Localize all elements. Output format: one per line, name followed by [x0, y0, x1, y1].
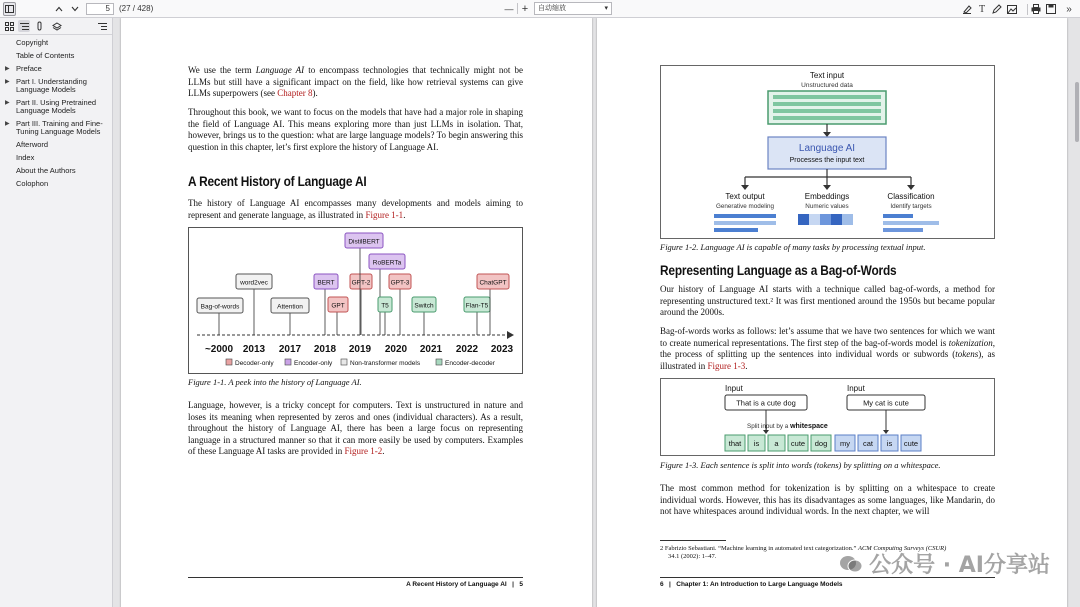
page-number-input[interactable]: 5	[86, 3, 114, 15]
footnote-2: 2 Fabrizio Sebastiani. “Machine learning in automated text categorization.” ACM Computing Surveys (CSUR) 34.1 (2002): 1–47.	[660, 545, 947, 560]
outline-item-label: Preface	[16, 64, 42, 73]
split-caption: Split input by a whitespace	[747, 423, 828, 430]
zoom-in-button[interactable]: +	[521, 3, 529, 15]
text-line	[773, 116, 881, 120]
output-title-3: Classification	[887, 192, 935, 201]
year-label: 2020	[384, 344, 408, 355]
legend-swatch	[436, 359, 442, 365]
sentence-1: That is a cute dog	[736, 398, 796, 408]
model-label: T5	[381, 302, 389, 310]
draw-icon[interactable]	[991, 2, 1003, 16]
outline-item-label: Part III. Training and Fine-Tuning Language Models	[16, 119, 103, 136]
text-tool-icon[interactable]: T	[978, 3, 986, 15]
zoom-select[interactable]	[534, 2, 612, 15]
page-footer: 6 | Chapter 1: An Introduction to Large Language Models	[660, 581, 843, 588]
arrow-head	[823, 185, 831, 190]
embedding-cell	[831, 214, 842, 225]
fig2-center-subtitle: Processes the input text	[789, 157, 865, 164]
outline-item[interactable]	[0, 120, 112, 136]
zoom-out-button[interactable]: —	[504, 4, 514, 14]
token-label: that	[728, 439, 742, 448]
page-6	[597, 18, 1067, 607]
watermark	[839, 548, 1050, 579]
image-icon[interactable]	[1006, 2, 1018, 16]
paragraph-4: Language, however, is a tricky concept for computers. Text is unstructured in nature and loses its meaning when represented by zeros and ones (individual characters). As a result, throughout the history of Language AI, there has been a large focus on representing language in a structured manner so that it can more easily be used by computers. Examples of these Language AI tasks are provided in Figure 1-2.	[188, 400, 523, 456]
toolbar-divider	[517, 3, 518, 14]
chevron-down-icon: ▾	[604, 5, 608, 12]
arrow-head	[763, 430, 769, 434]
expand-triangle-icon[interactable]: ▶	[5, 79, 10, 85]
highlight-icon[interactable]	[961, 2, 973, 16]
text-line	[773, 109, 881, 113]
output-subtitle-2: Numeric values	[805, 203, 849, 210]
toolbar	[0, 0, 1080, 18]
sidebar-tabs	[0, 18, 112, 35]
figure-1-3-link[interactable]: Figure 1-3	[707, 360, 746, 371]
sidebar	[0, 18, 113, 607]
token-label: dog	[814, 439, 828, 448]
outline-item-label: About the Authors	[16, 166, 76, 175]
outline-item[interactable]	[0, 180, 112, 188]
current-outline-item-icon[interactable]	[96, 20, 108, 32]
model-label: GPT	[331, 302, 345, 310]
paragraph-bow-1: Our history of Language AI starts with a technique called bag-of-words, a method for representing unstructured text.² It was first mentioned around the 1950s but became popular around the 2000s.	[660, 284, 995, 317]
legend-label: Decoder-only	[235, 360, 274, 367]
token-row	[725, 435, 921, 451]
model-label: RoBERTa	[372, 259, 402, 267]
expand-triangle-icon[interactable]: ▶	[5, 121, 10, 127]
classification-bar	[883, 214, 913, 218]
language-ai-tasks-diagram	[661, 66, 994, 238]
footer-rule	[188, 577, 523, 578]
chapter-8-link[interactable]: Chapter 8	[277, 88, 313, 98]
outline-item[interactable]	[0, 99, 112, 115]
year-label: 2023	[490, 344, 514, 355]
outline-item[interactable]	[0, 78, 112, 94]
figure-1-2	[660, 65, 995, 239]
outline-item[interactable]	[0, 141, 112, 149]
model-label: Bag-of-words	[200, 303, 240, 311]
arrow-head	[883, 430, 889, 434]
input-label-1: Input	[725, 384, 743, 393]
print-icon[interactable]	[1030, 2, 1042, 16]
year-label: 2013	[242, 344, 266, 355]
text-output-line	[714, 221, 776, 225]
next-page-icon[interactable]	[69, 2, 81, 16]
outline-item[interactable]	[0, 52, 112, 60]
figure-1-1	[188, 227, 523, 374]
legend-label: Encoder-decoder	[445, 360, 495, 367]
year-label: 2021	[419, 344, 443, 355]
model-label: Switch	[414, 302, 434, 310]
figure-1-3-caption: Figure 1-3. Each sentence is split into words (tokens) by splitting on a whitespace.	[660, 460, 941, 470]
previous-page-icon[interactable]	[53, 2, 65, 16]
save-icon[interactable]	[1045, 2, 1057, 16]
output-subtitle-1: Generative modeling	[715, 203, 775, 210]
sentence-2: My cat is cute	[863, 398, 909, 408]
outline-item-label: Afterword	[16, 140, 49, 149]
embedding-cell	[798, 214, 809, 225]
legend-label: Encoder-only	[294, 360, 333, 367]
token-label: is	[753, 439, 760, 448]
page-5	[121, 18, 592, 607]
page-count: (27 / 428)	[119, 4, 154, 13]
year-label: 2018	[313, 344, 337, 355]
fig2-input-subtitle: Unstructured data	[801, 82, 853, 89]
paragraph-bow-2: Bag-of-words works as follows: let’s assume that we have two sentences for which we want to create numerical representations. The first step of the bag-of-words model is tokenization, the process of splitting up the sentences into individual words or subwords (tokens), as illustrated in Figure 1-3.	[660, 326, 996, 371]
tokenization-diagram	[661, 379, 994, 455]
outline-item-label: Part I. Understanding Language Models	[16, 77, 87, 94]
model-label: BERT	[317, 279, 335, 287]
outline-icon[interactable]	[18, 20, 30, 32]
outline-item[interactable]	[0, 39, 112, 47]
output-title-2: Embeddings	[804, 192, 850, 201]
figure-1-1-link[interactable]: Figure 1-1	[365, 209, 404, 220]
outline-item-label: Index	[16, 153, 35, 162]
figure-1-2-link[interactable]: Figure 1-2	[344, 446, 383, 456]
paragraph-3: The history of Language AI encompasses many developments and models aiming to represent and generate language, as illustrated in Figure 1-1.	[188, 198, 523, 220]
classification-bar	[883, 228, 923, 232]
text-output-line	[714, 228, 758, 232]
paragraph-2: Throughout this book, we want to focus on the models that have had a major role in shaping the field of Language AI. This means exploring more than just LLMs in isolation. That, however, brings us to the question: what are large language models? To begin answering this question in this chapter, let’s first explore the history of Language AI.	[188, 107, 523, 152]
more-tools-icon[interactable]: »	[1066, 3, 1072, 15]
zoom-select-value: 自动缩放	[538, 5, 566, 12]
text-line	[773, 95, 881, 99]
input-label-2: Input	[847, 384, 865, 393]
embedding-cell	[842, 214, 853, 225]
token-label: cute	[790, 439, 806, 448]
year-label: 2019	[348, 344, 372, 355]
timeline-arrow	[507, 331, 514, 339]
token-label: cute	[903, 439, 919, 448]
expand-triangle-icon[interactable]: ▶	[5, 100, 10, 106]
scrollbar[interactable]	[1074, 18, 1080, 607]
outline-item-label: Table of Contents	[16, 51, 75, 60]
legend-swatch	[341, 359, 347, 365]
legend-swatch	[226, 359, 232, 365]
year-label: 2022	[455, 344, 479, 355]
outline-item[interactable]	[0, 167, 112, 175]
model-label: Attention	[277, 303, 303, 311]
token-label: a	[774, 439, 779, 448]
outline-item-label: Colophon	[16, 179, 49, 188]
year-label: ~2000	[204, 344, 234, 355]
model-label: Flan-T5	[465, 302, 489, 310]
token-label: cat	[862, 439, 874, 448]
sidebar-toggle-icon[interactable]	[3, 2, 16, 16]
outline-item[interactable]	[0, 65, 112, 73]
figure-1-1-caption: Figure 1-1. A peek into the history of Language AI.	[188, 377, 362, 387]
year-label: 2017	[278, 344, 302, 355]
embedding-cell	[820, 214, 831, 225]
figure-1-2-caption: Figure 1-2. Language AI is capable of many tasks by processing textual input.	[660, 242, 926, 252]
figure-1-3	[660, 378, 995, 456]
section-heading-history: A Recent History of Language AI	[188, 174, 367, 189]
watermark-text: 公众号 · AI分享站	[869, 553, 1050, 578]
arrow-head	[741, 185, 749, 190]
paragraph-bow-3: The most common method for tokenization is by splitting on a whitespace to create individual words. However, this has its disadvantages as some languages, like Mandarin, do not have whitespaces around individual words. In the next chapter, we will	[660, 483, 995, 516]
output-subtitle-3: Identify targets	[890, 203, 932, 210]
outline-item[interactable]	[0, 154, 112, 162]
outline-item-label: Copyright	[16, 38, 49, 47]
thumbnails-icon[interactable]	[3, 20, 15, 32]
model-label: DistilBERT	[348, 238, 380, 246]
model-label: GPT-3	[390, 279, 410, 287]
document-viewer[interactable]	[113, 18, 1080, 607]
timeline-diagram	[189, 228, 522, 373]
token-label: my	[840, 439, 850, 448]
page-footer: A Recent History of Language AI | 5	[406, 581, 523, 588]
footnote-rule	[660, 540, 726, 541]
paragraph-1: We use the term Language AI to encompass technologies that technically might not be LLMs but still have a significant impact on the field, like how retrieval systems can give LLMs superpowers (see Chapter 8).	[188, 65, 523, 98]
model-label: GPT-2	[351, 279, 371, 287]
legend-label: Non-transformer models	[350, 360, 421, 367]
fig2-center-title: Language AI	[798, 143, 856, 154]
legend-swatch	[285, 359, 291, 365]
output-title-1: Text output	[725, 192, 765, 201]
classification-bar	[883, 221, 939, 225]
section-heading-bag-of-words: Representing Language as a Bag-of-Words	[660, 263, 897, 278]
model-label: ChatGPT	[479, 279, 507, 287]
embedding-cell	[809, 214, 820, 225]
text-line	[773, 102, 881, 106]
model-label: word2vec	[240, 279, 268, 287]
attachments-icon[interactable]	[34, 20, 46, 32]
arrow-head	[907, 185, 915, 190]
outline-list	[0, 35, 112, 188]
text-output-line	[714, 214, 776, 218]
outline-item-label: Part II. Using Pretrained Language Models	[16, 98, 97, 115]
fig2-input-title: Text input	[809, 71, 845, 80]
expand-triangle-icon[interactable]: ▶	[5, 66, 10, 72]
layers-icon[interactable]	[51, 20, 63, 32]
scroll-thumb[interactable]	[1075, 82, 1079, 142]
wechat-icon	[839, 554, 863, 574]
token-label: is	[886, 439, 893, 448]
arrow-head	[823, 132, 831, 137]
